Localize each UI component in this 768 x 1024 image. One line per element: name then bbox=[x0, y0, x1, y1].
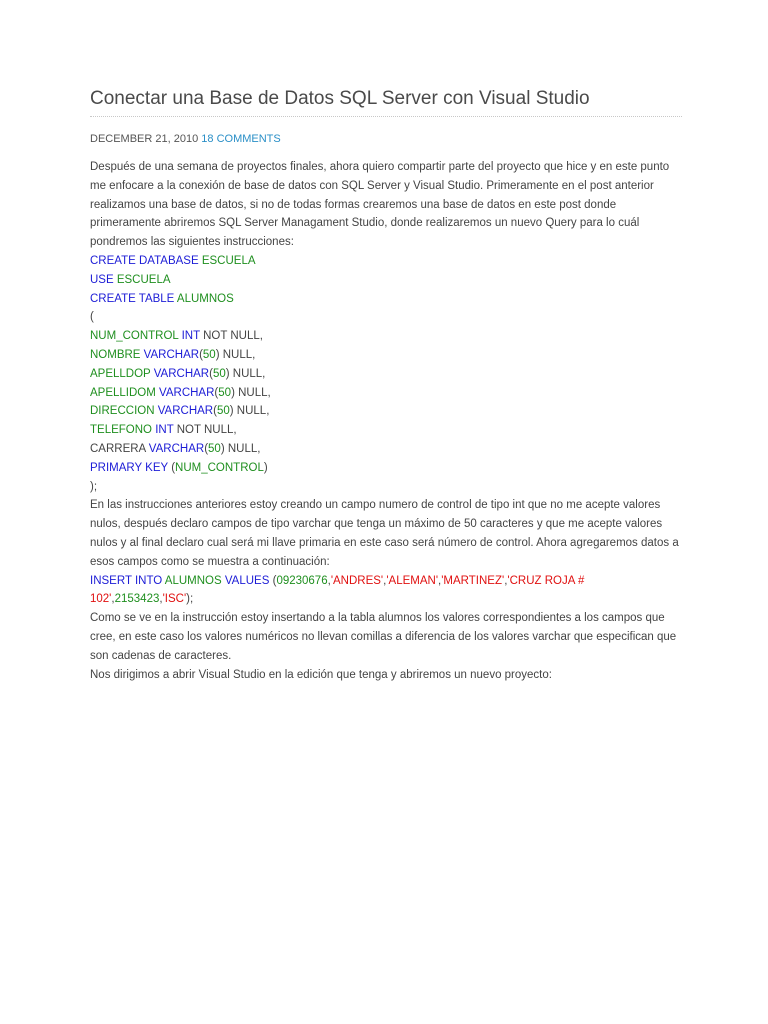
code-line bbox=[90, 308, 682, 327]
code-token: 2153423 bbox=[114, 593, 160, 606]
code-token: 50 bbox=[202, 348, 216, 361]
code-token: ( bbox=[272, 574, 277, 587]
code-token: ) NULL, bbox=[229, 405, 270, 418]
code-token: ); bbox=[186, 593, 194, 606]
code-token: , bbox=[383, 574, 387, 587]
page-title: Conectar una Base de Datos SQL Server con Visual Studio bbox=[90, 88, 590, 109]
code-line bbox=[90, 271, 682, 290]
code-token: VARCHAR bbox=[157, 405, 214, 418]
code-token: 50 bbox=[212, 367, 226, 380]
code-token: APELLIDOM bbox=[90, 386, 160, 399]
post-date: DECEMBER 21, 2010 bbox=[90, 133, 199, 145]
code-token: ESCUELA bbox=[201, 254, 256, 267]
code-line bbox=[90, 346, 682, 365]
code-token: 50 bbox=[218, 386, 232, 399]
code-token: ) NULL, bbox=[225, 367, 266, 380]
code-token: VARCHAR bbox=[148, 442, 205, 455]
code-token: ( bbox=[199, 348, 203, 361]
code-line bbox=[90, 421, 682, 440]
code-token: , bbox=[111, 593, 115, 606]
code-token: VALUES bbox=[224, 574, 273, 587]
code-token: 'MARTINEZ' bbox=[441, 574, 505, 587]
code-token: TELEFONO bbox=[90, 424, 156, 437]
code-token: 09230676 bbox=[276, 574, 328, 587]
code-token: ) NULL, bbox=[231, 386, 271, 399]
code-token: 'ANDRES' bbox=[330, 574, 384, 587]
sql-insert-code-block bbox=[90, 572, 682, 610]
explain-paragraph: En las instrucciones anteriores estoy creando un campo numero de control de tipo int que no me acepte valores nulos, después declaro campos de tipo varchar que tenga un máximo de 50 caracteres y que me acepte valores nulos y al final declaro cual será mi llave primaria en este caso será número de control. Ahora agregaremos datos a esos campos como se muestra a continuación: bbox=[90, 499, 679, 568]
code-token: 'ISC' bbox=[162, 593, 187, 606]
code-line bbox=[90, 440, 682, 459]
code-token: ( bbox=[209, 367, 213, 380]
code-token: VARCHAR bbox=[153, 367, 210, 380]
code-token: , bbox=[327, 574, 331, 587]
code-token: , bbox=[504, 574, 508, 587]
code-token: ) NULL, bbox=[220, 442, 261, 455]
code-token: INT bbox=[155, 424, 174, 437]
last-paragraph: Nos dirigimos a abrir Visual Studio en la edición que tenga y abriremos un nuevo proyecto: bbox=[90, 668, 552, 681]
post-meta bbox=[90, 133, 281, 145]
code-token: VARCHAR bbox=[159, 386, 215, 399]
title-divider bbox=[90, 116, 682, 117]
code-line bbox=[90, 478, 682, 497]
code-token: USE bbox=[90, 273, 117, 286]
code-line bbox=[90, 290, 682, 309]
comments-link[interactable]: 18 COMMENTS bbox=[201, 133, 281, 145]
code-token: CREATE DATABASE bbox=[90, 254, 202, 267]
code-line bbox=[90, 365, 682, 384]
code-token: , bbox=[438, 574, 442, 587]
code-token: CREATE TABLE bbox=[90, 292, 177, 305]
article-body bbox=[90, 158, 682, 684]
code-line bbox=[90, 402, 682, 421]
code-token: 50 bbox=[208, 442, 221, 455]
after-insert-paragraph: Como se ve en la instrucción estoy insertando a la tabla alumnos los valores correspondientes a los campos que cree, en este caso los valores numéricos no llevan comillas a diferencia de los valores varchar que especifican que son cadenas de caracteres. bbox=[90, 612, 677, 662]
code-token: NOMBRE bbox=[90, 348, 144, 361]
intro-paragraph: Después de una semana de proyectos finales, ahora quiero compartir parte del proyecto que hice y en este punto me enfocare a la conexión de base de datos con SQL Server y Visual Studio. Primeramente en el post anterior realizamos una base de datos, si no de todas formas crearemos una base de datos en este post donde primeramente abriremos SQL Server Managament Studio, donde realizaremos un nuevo Query para lo cuál pondremos las siguientes instrucciones: bbox=[90, 161, 670, 249]
code-token: ( bbox=[214, 386, 219, 399]
code-token: 50 bbox=[216, 405, 230, 418]
code-token: ) NULL, bbox=[215, 348, 256, 361]
code-line bbox=[90, 572, 682, 591]
code-token: ( bbox=[171, 461, 176, 474]
code-token: ALUMNOS bbox=[176, 292, 234, 305]
code-token: 'CRUZ ROJA # bbox=[507, 574, 585, 587]
code-token: ( bbox=[90, 311, 94, 324]
code-token: APELLDOP bbox=[90, 367, 154, 380]
code-token: ( bbox=[204, 442, 209, 455]
code-token: 'ALEMAN' bbox=[386, 574, 439, 587]
code-token: NUM_CONTROL bbox=[90, 330, 182, 343]
code-token: ) bbox=[263, 461, 268, 474]
code-token: INT bbox=[181, 330, 200, 343]
code-token: ESCUELA bbox=[116, 273, 171, 286]
sql-create-code-block bbox=[90, 252, 682, 496]
code-line bbox=[90, 459, 682, 478]
code-token: NOT NULL, bbox=[173, 424, 237, 437]
code-token: NOT NULL, bbox=[199, 330, 263, 343]
code-line bbox=[90, 327, 682, 346]
code-token: DIRECCION bbox=[90, 405, 158, 418]
code-line bbox=[90, 252, 682, 271]
code-token: INSERT INTO bbox=[90, 574, 165, 587]
code-token: CARRERA bbox=[90, 442, 149, 455]
code-token: , bbox=[159, 593, 163, 606]
code-token: NUM_CONTROL bbox=[175, 461, 264, 474]
code-token: ); bbox=[90, 480, 98, 493]
code-line bbox=[90, 590, 682, 609]
code-token: PRIMARY KEY bbox=[90, 461, 172, 474]
code-token: ( bbox=[213, 405, 217, 418]
code-line bbox=[90, 384, 682, 403]
code-token: 102' bbox=[90, 593, 112, 606]
code-token: ALUMNOS bbox=[164, 574, 225, 587]
code-token: VARCHAR bbox=[143, 348, 200, 361]
